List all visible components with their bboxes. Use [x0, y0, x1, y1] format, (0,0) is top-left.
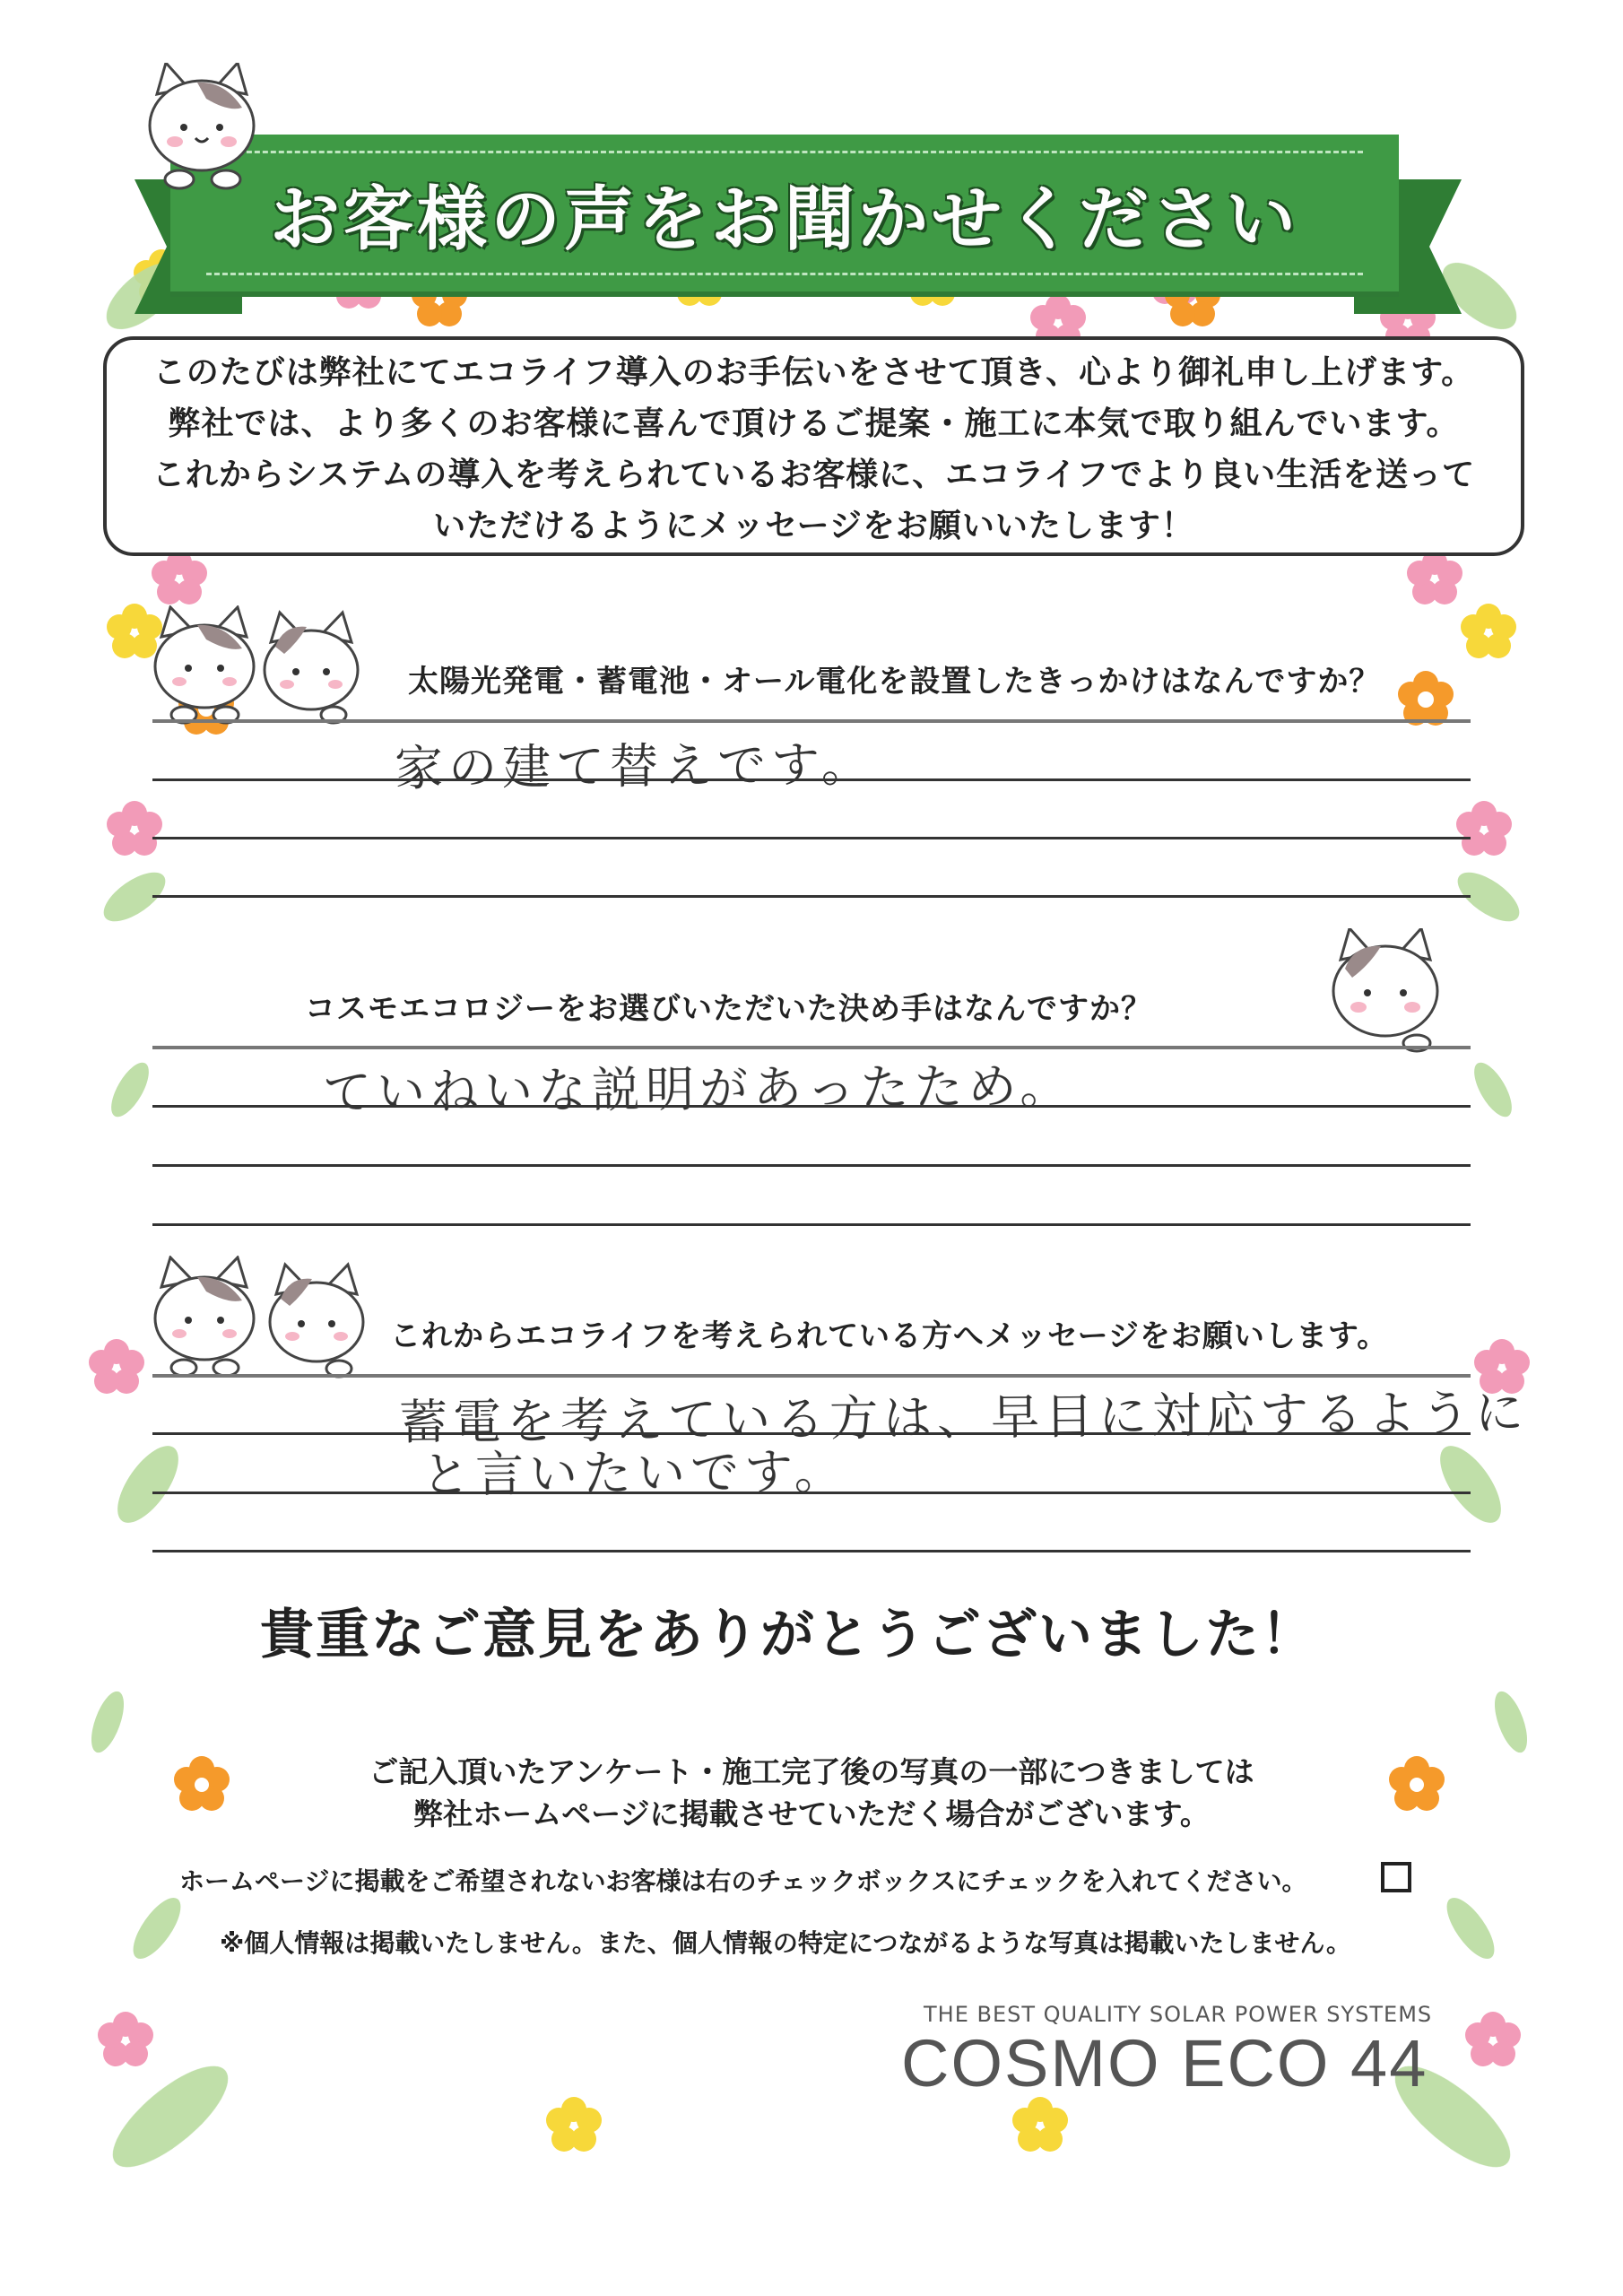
answer-line — [152, 1105, 1471, 1108]
opt-out-checkbox[interactable] — [1381, 1862, 1411, 1892]
answer-line — [152, 1492, 1471, 1494]
intro-line: これからシステムの導入を考えられているお客様に、エコライフでより良い生活を送って — [152, 456, 1476, 493]
answer-line — [152, 1164, 1471, 1167]
page-title: お客様の声をお聞かせください — [269, 178, 1299, 260]
answer-3-line-1: 蓄電を考えている方は、早目に対応するように — [398, 1384, 1530, 1451]
answer-3-line-2: と言いたいです。 — [421, 1442, 848, 1504]
answer-2-line-1: ていねいな説明があったため。 — [322, 1057, 1074, 1121]
cat-pair-icon — [152, 605, 368, 726]
answer-line — [152, 1046, 1471, 1049]
question-3: これからエコライフを考えられている方へメッセージをお願いします。 — [390, 1318, 1389, 1354]
answer-line — [152, 778, 1471, 781]
cat-mascot-icon — [143, 63, 260, 197]
answer-line — [152, 1550, 1471, 1552]
publication-notice — [269, 1749, 1354, 1833]
question-2: コスモエコロジーをお選びいただいた決め手はなんですか？ — [305, 991, 1152, 1027]
answer-line — [152, 895, 1471, 898]
answer-line — [152, 1223, 1471, 1226]
answer-line — [152, 837, 1471, 839]
company-logo: COSMO ECO 44 — [901, 2026, 1428, 2100]
notice-line: ご記入頂いたアンケート・施工完了後の写真の一部につきましては — [369, 1754, 1254, 1789]
answer-line — [152, 719, 1471, 723]
checkbox-instruction: ホームページに掲載をご希望されないお客様は右のチェックボックスにチェックを入れてください。 — [179, 1866, 1307, 1896]
intro-line: 弊社では、より多くのお客様に喜んで頂けるご提案・施工に本気で取り組んでいます。 — [168, 404, 1460, 442]
intro-line: いただけるようにメッセージをお願いいたします！ — [433, 507, 1194, 544]
cat-mascot-icon — [1327, 928, 1444, 1054]
logo-tagline: THE BEST QUALITY SOLAR POWER SYSTEMS — [924, 2002, 1433, 2027]
question-1: 太陽光発電・蓄電池・オール電化を設置したきっかけはなんですか？ — [408, 664, 1381, 700]
thank-you-heading: 貴重なご意見をありがとうございました！ — [260, 1604, 1316, 1666]
cat-pair-icon — [152, 1256, 377, 1381]
answer-1-line-1: 家の建て替えです。 — [394, 735, 875, 797]
intro-message-box — [103, 336, 1524, 556]
intro-line: このたびは弊社にてエコライフ導入のお手伝いをさせて頂き、心より御礼申し上げます。 — [152, 353, 1475, 391]
privacy-notice: ※個人情報は掲載いたしません。また、個人情報の特定につながるような写真は掲載いたしません。 — [220, 1928, 1352, 1958]
notice-line: 弊社ホームページに掲載させていただく場合がございます。 — [413, 1796, 1210, 1831]
